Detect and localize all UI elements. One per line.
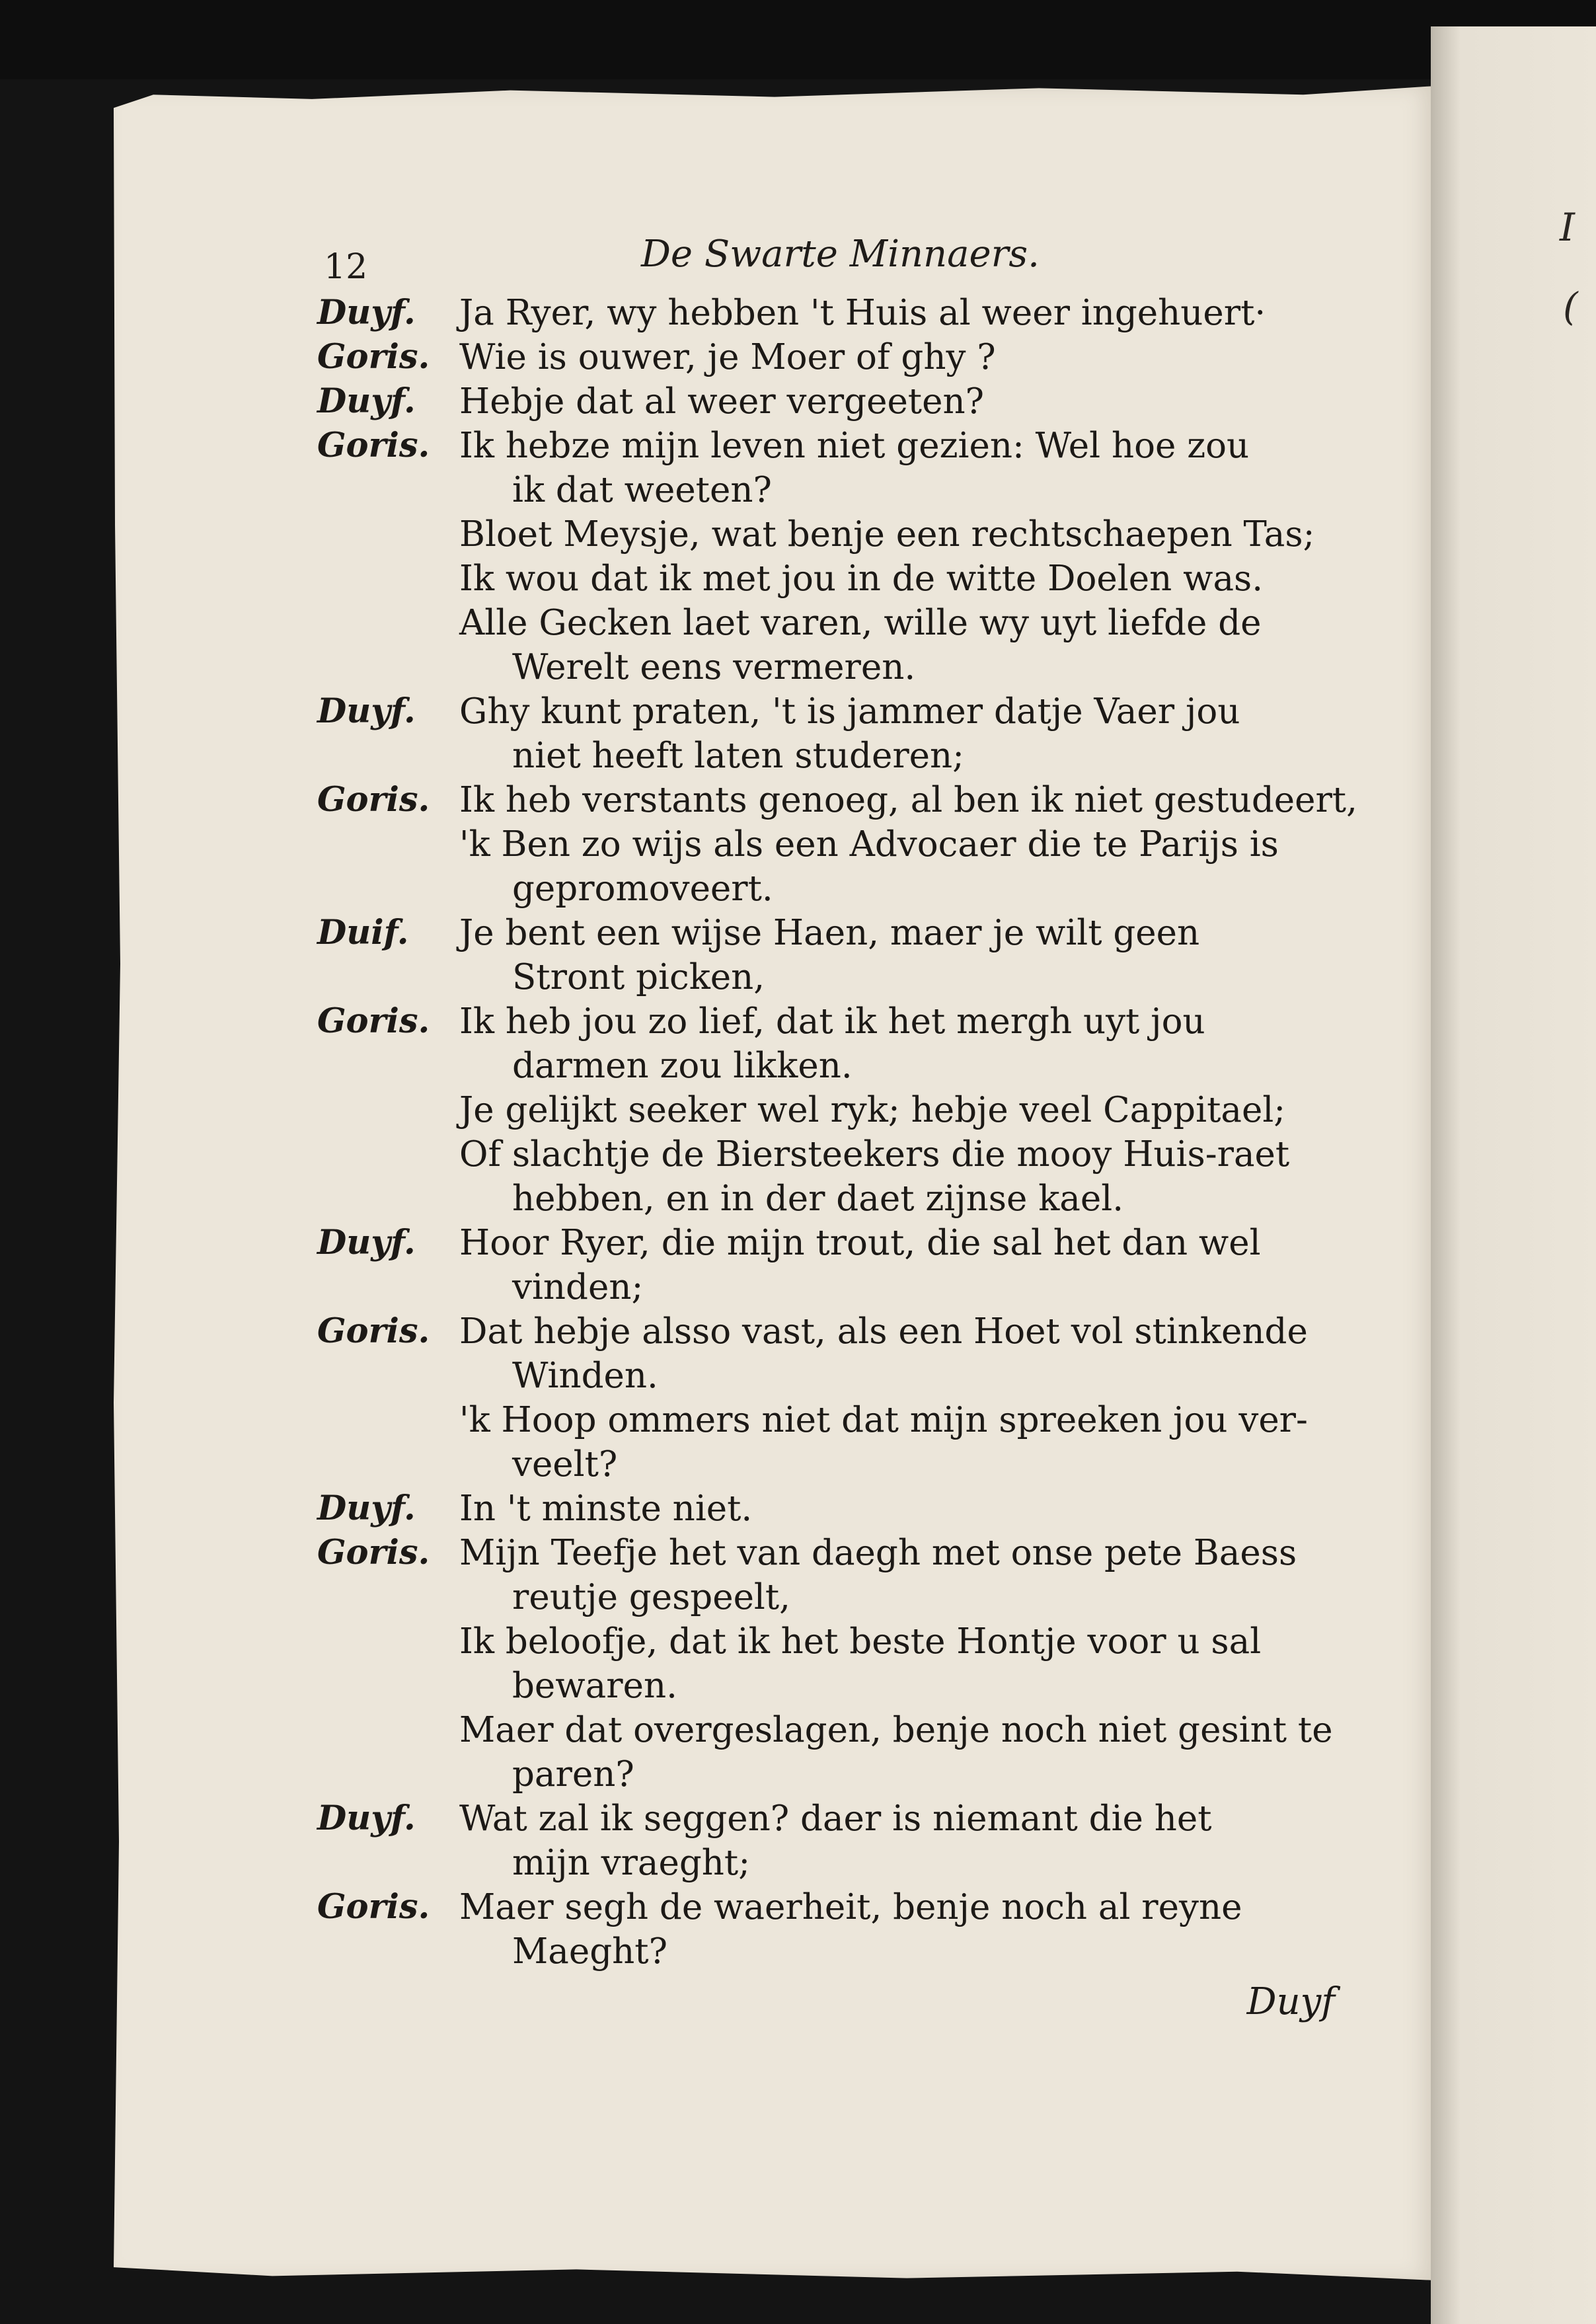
speaker-name [317,1929,459,1974]
page-text [317,218,1357,2023]
dialogue-line [317,1044,1348,1088]
line-text: veelt? [512,1444,618,1485]
line-text: Wie is ouwer, je Moer of ghy ? [459,337,996,377]
speaker-name [317,1088,459,1132]
line-text: Ik wou dat ik met jou in de witte Doelen was. [459,559,1264,599]
line-text: Ik heb verstants genoeg, al ben ik niet gestudeert, [459,780,1357,820]
speaker-name: Goris. [317,426,430,465]
line-text: vinden; [512,1267,644,1307]
dialogue-line [317,1531,1348,1575]
dialogue-line [317,424,1348,468]
dialogue-line [317,512,1348,557]
dialogue-line [317,734,1348,778]
dialogue-line [317,1929,1348,1974]
speaker-name: Duyf. [317,381,416,421]
line-text: Maeght? [512,1931,668,1972]
page-number: 12 [324,247,368,287]
dialogue-line [317,1708,1348,1752]
dialogue-line [317,601,1348,645]
line-text: Maer dat overgeslagen, benje noch niet gesint te [459,1710,1333,1750]
speaker-name: Duyf. [317,691,416,731]
line-text: hebben, en in der daet zijnse kael. [512,1179,1124,1219]
dialogue-line [317,645,1348,689]
line-text: Maer segh de waerheit, benje noch al reyne [459,1887,1242,1927]
dialogue-line [317,1487,1348,1531]
line-text: Werelt eens vermeren. [512,647,916,687]
speaker-name: Duif. [317,913,409,952]
speaker-name: Duyf. [317,293,416,332]
dialogue-line [317,335,1348,379]
speaker-name: Duyf. [317,1489,416,1528]
line-text: gepromoveert. [512,869,773,909]
speaker-name [317,1354,459,1398]
line-text: Winden. [512,1356,658,1396]
dialogue-line [317,1841,1348,1885]
dialogue-line [317,1797,1348,1841]
speaker-name [317,1708,459,1752]
dialogue-line [317,468,1348,512]
line-text: Hebje dat al weer vergeeten? [459,381,985,422]
dialogue-line [317,1619,1348,1664]
line-text: Ik hebze mijn leven niet gezien: Wel hoe zou [459,426,1250,466]
line-text: bewaren. [512,1666,677,1706]
speaker-name [317,1619,459,1664]
dialogue-line [317,1177,1348,1221]
line-text: In 't minste niet. [459,1489,753,1529]
speaker-name: Goris. [317,1001,430,1041]
speaker-name: Goris. [317,337,430,377]
speaker-name [317,1265,459,1309]
catchword: Duyf [1246,1980,1335,2023]
speaker-name [317,645,459,689]
dialogue-line [317,1309,1348,1354]
facing-page-mark-top: I [1560,205,1575,250]
speaker-name [317,468,459,512]
running-title: De Swarte Minnaers. [641,233,1040,276]
speaker-name: Duyf. [317,1223,416,1262]
speaker-name [317,557,459,601]
dialogue-line [317,999,1348,1044]
line-text: Je bent een wijse Haen, maer je wilt geen [459,913,1200,953]
line-text: Je gelijkt seeker wel ryk; hebje veel Cappitael; [459,1090,1286,1130]
line-text: 'k Hoop ommers niet dat mijn spreeken jou ver- [459,1400,1308,1440]
dialogue-line [317,689,1348,734]
speaker-name [317,512,459,557]
dialogue-line [317,1575,1348,1619]
running-head [317,218,1348,291]
speaker-name: Duyf. [317,1799,416,1838]
speaker-name [317,1177,459,1221]
line-text: Dat hebje alsso vast, als een Hoet vol stinkende [459,1311,1308,1352]
speaker-name: Goris. [317,1887,430,1927]
dialogue-line [317,822,1348,867]
line-text: Bloet Meysje, wat benje een rechtschaepen Tas; [459,514,1315,555]
speaker-name [317,822,459,867]
line-text: niet heeft laten studeren; [512,736,965,776]
speaker-name [317,1044,459,1088]
speaker-name: Goris. [317,1533,430,1572]
line-text: mijn vraeght; [512,1843,751,1883]
dialogue-line [317,291,1348,335]
dialogue-line [317,867,1348,911]
dialogue-line [317,1088,1348,1132]
dialogue [317,291,1357,1974]
speaker-name [317,601,459,645]
speaker-name [317,1132,459,1177]
speaker-name [317,955,459,999]
speaker-name: Goris. [317,1311,430,1351]
speaker-name [317,1841,459,1885]
line-text: Ik beloofje, dat ik het beste Hontje voor u sal [459,1621,1262,1662]
dialogue-line [317,1885,1348,1929]
line-text: Hoor Ryer, die mijn trout, die sal het dan wel [459,1223,1261,1263]
dialogue-line [317,557,1348,601]
dialogue-line [317,1752,1348,1797]
dialogue-line [317,379,1348,424]
speaker-name: Goris. [317,780,430,820]
speaker-name [317,1398,459,1442]
dialogue-line [317,1442,1348,1487]
line-text: Ghy kunt praten, 't is jammer datje Vaer jou [459,691,1240,732]
facing-page-mark-bottom: ( [1563,284,1578,329]
speaker-name [317,1752,459,1797]
speaker-name [317,1664,459,1708]
line-text: reutje gespeelt, [512,1577,791,1617]
dialogue-line [317,778,1357,822]
line-text: Stront picken, [512,957,765,997]
speaker-name [317,867,459,911]
line-text: Mijn Teefje het van daegh met onse pete Baess [459,1533,1297,1573]
dialogue-line [317,911,1348,955]
background-top [0,0,1596,79]
facing-page-edge [1431,26,1596,2324]
line-text: paren? [512,1754,634,1795]
dialogue-line [317,955,1348,999]
line-text: Ik heb jou zo lief, dat ik het mergh uyt jou [459,1001,1205,1042]
line-text: Of slachtje de Biersteekers die mooy Huis-raet [459,1134,1290,1175]
speaker-name [317,1442,459,1487]
dialogue-line [317,1354,1348,1398]
dialogue-line [317,1398,1348,1442]
speaker-name [317,734,459,778]
dialogue-line [317,1265,1348,1309]
line-text: Alle Gecken laet varen, wille wy uyt liefde de [459,603,1262,643]
line-text: Wat zal ik seggen? daer is niemant die het [459,1799,1212,1839]
line-text: darmen zou likken. [512,1046,853,1086]
dialogue-line [317,1221,1348,1265]
line-text: Ja Ryer, wy hebben 't Huis al weer ingehuert· [459,293,1266,333]
dialogue-line [317,1664,1348,1708]
line-text: 'k Ben zo wijs als een Advocaer die te Parijs is [459,824,1279,865]
speaker-name [317,1575,459,1619]
line-text: ik dat weeten? [512,470,772,510]
dialogue-line [317,1132,1348,1177]
